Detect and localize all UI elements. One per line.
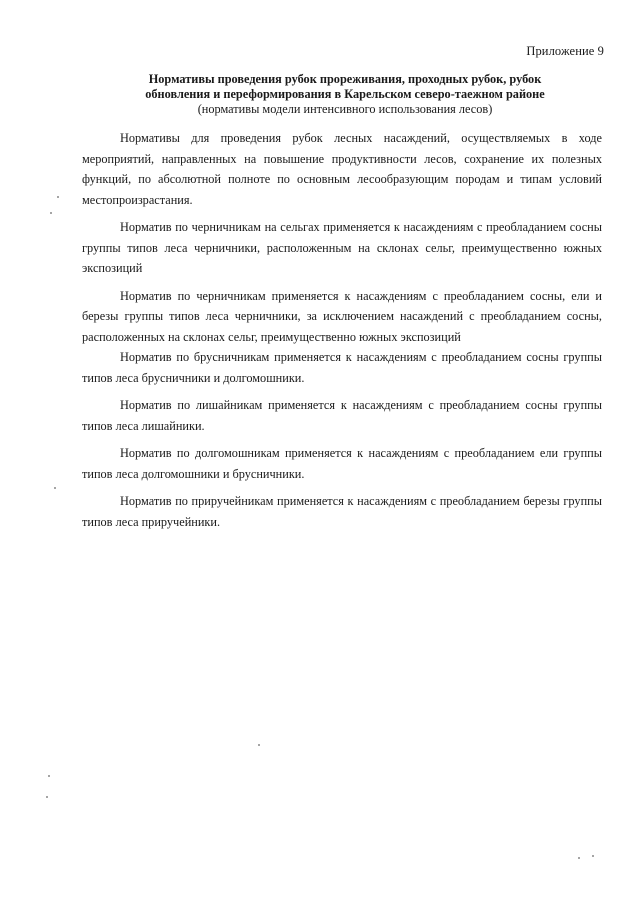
paragraph-intro: Нормативы для проведения рубок лесных насаждений, осуществляемых в ходе мероприятий, направленных на повышение продуктивности лесов, сохранение их полезных функций, по абсолютной полноте по основным лесообразующим породам и типам условий местопроизрастания. — [82, 131, 602, 207]
scan-speck — [592, 855, 594, 857]
scan-speck — [578, 857, 580, 859]
subtitle: (нормативы модели интенсивного использования лесов) — [197, 102, 493, 116]
title-line-2: обновления и переформирования в Карельском северо-таежном районе — [145, 87, 545, 101]
scan-speck — [258, 744, 260, 746]
scan-speck — [54, 487, 56, 489]
scan-speck — [48, 775, 50, 777]
paragraph-chernichniki-selgi: Норматив по черничникам на сельгах применяется к насаждениям с преобладанием сосны группы типов леса черничники, расположенным на склонах сельг, преимущественно южных экспозиций — [82, 220, 602, 275]
title-block — [90, 72, 600, 117]
paragraph-dolgomoshniki: Норматив по долгомошникам применяется к насаждениям с преобладанием ели группы типов леса долгомошники и брусничники. — [82, 446, 602, 481]
body-text — [82, 128, 602, 532]
scan-speck — [50, 212, 52, 214]
title-line-1: Нормативы проведения рубок прореживания, проходных рубок, рубок — [148, 72, 542, 86]
paragraph-priruchejniki: Норматив по приручейникам применяется к насаждениям с преобладанием березы группы типов леса приручейники. — [82, 494, 602, 529]
scan-speck — [46, 796, 48, 798]
paragraph-chernichniki: Норматив по черничникам применяется к насаждениям с преобладанием сосны, ели и березы группы типов леса черничники, за исключением насаждений с преобладанием сосны, расположенных на склонах сельг, преимущественно южных экспозиций — [82, 288, 602, 344]
paragraph-brusnichniki: Норматив по брусничникам применяется к насаждениям с преобладанием сосны группы типов леса брусничники и долгомошники. — [82, 350, 602, 385]
paragraph-lishainiki: Норматив по лишайникам применяется к насаждениям с преобладанием сосны группы типов леса лишайники. — [82, 398, 602, 433]
scan-speck — [57, 196, 59, 198]
appendix-label: Приложение 9 — [526, 44, 604, 58]
